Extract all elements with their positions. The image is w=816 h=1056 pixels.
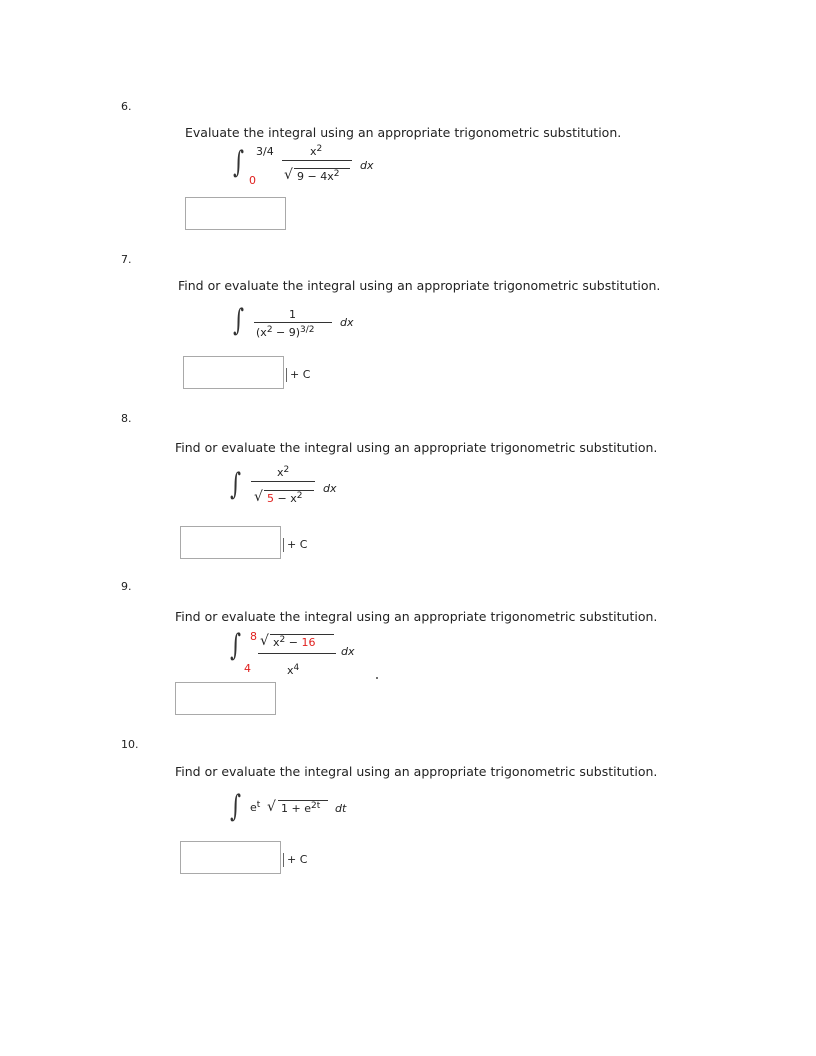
answer-input-7[interactable] (183, 356, 284, 389)
question-8-prompt: Find or evaluate the integral using an appropriate trigonometric substitution. (175, 440, 658, 455)
denominator: $5 - x^2$ (267, 491, 303, 505)
answer-input-9[interactable] (175, 682, 276, 715)
numerator: 1 (289, 308, 296, 321)
question-number-7: 7. (121, 253, 132, 266)
differential: dx (360, 159, 374, 172)
sqrt-vinculum (294, 168, 350, 169)
question-number-8: 8. (121, 412, 132, 425)
question-6-prompt: Evaluate the integral using an appropriate trigonometric substitution. (185, 125, 622, 140)
lower-limit: 0 (249, 174, 256, 187)
plus-c-label: + C (286, 368, 310, 382)
radicand: $1 + e^{2t}$ (281, 801, 321, 815)
differential: dx (323, 482, 337, 495)
fraction-bar (258, 653, 336, 654)
question-10-prompt: Find or evaluate the integral using an appropriate trigonometric substitution. (175, 764, 658, 779)
answer-input-10[interactable] (180, 841, 281, 874)
question-9-prompt: Find or evaluate the integral using an appropriate trigonometric substitution. (175, 609, 658, 624)
plus-c-label: + C (283, 538, 307, 552)
question-number-10: 10. (121, 738, 139, 751)
question-number-6: 6. (121, 100, 132, 113)
stray-dot (376, 677, 378, 679)
integral-sign-icon: ∫ (233, 145, 244, 180)
sqrt-icon: √ (267, 799, 276, 815)
differential: dt (335, 802, 347, 815)
differential: dx (340, 316, 354, 329)
integral-sign-icon: ∫ (230, 467, 241, 502)
integrand-factor: $e^t$ (250, 800, 261, 814)
sqrt-icon: √ (254, 489, 263, 505)
upper-limit: 8 (250, 630, 257, 643)
answer-input-6[interactable] (185, 197, 286, 230)
plus-c-label: + C (283, 853, 307, 867)
lower-limit: 4 (244, 662, 251, 675)
question-number-9: 9. (121, 580, 132, 593)
fraction-bar (251, 481, 315, 482)
upper-limit: 3/4 (256, 145, 274, 158)
integral-sign-icon: ∫ (233, 303, 244, 338)
sqrt-vinculum (278, 800, 328, 801)
fraction-bar (282, 160, 352, 161)
numerator: $x^2$ (310, 144, 323, 158)
sqrt-icon: √ (284, 167, 293, 183)
denominator: $(x^2 - 9)^{3/2}$ (256, 325, 315, 339)
denominator: $x^4$ (287, 663, 300, 677)
numerator: $x^2$ (277, 465, 290, 479)
integral-sign-icon: ∫ (230, 789, 241, 824)
sqrt-vinculum (264, 490, 314, 491)
differential: dx (341, 645, 355, 658)
fraction-bar (254, 322, 332, 323)
answer-input-8[interactable] (180, 526, 281, 559)
integral-sign-icon: ∫ (230, 628, 241, 663)
question-7-prompt: Find or evaluate the integral using an appropriate trigonometric substitution. (178, 278, 661, 293)
denominator: $9 - 4x^2$ (297, 169, 340, 183)
sqrt-icon: √ (260, 633, 269, 649)
numerator: $x^2 - 16$ (273, 635, 316, 649)
